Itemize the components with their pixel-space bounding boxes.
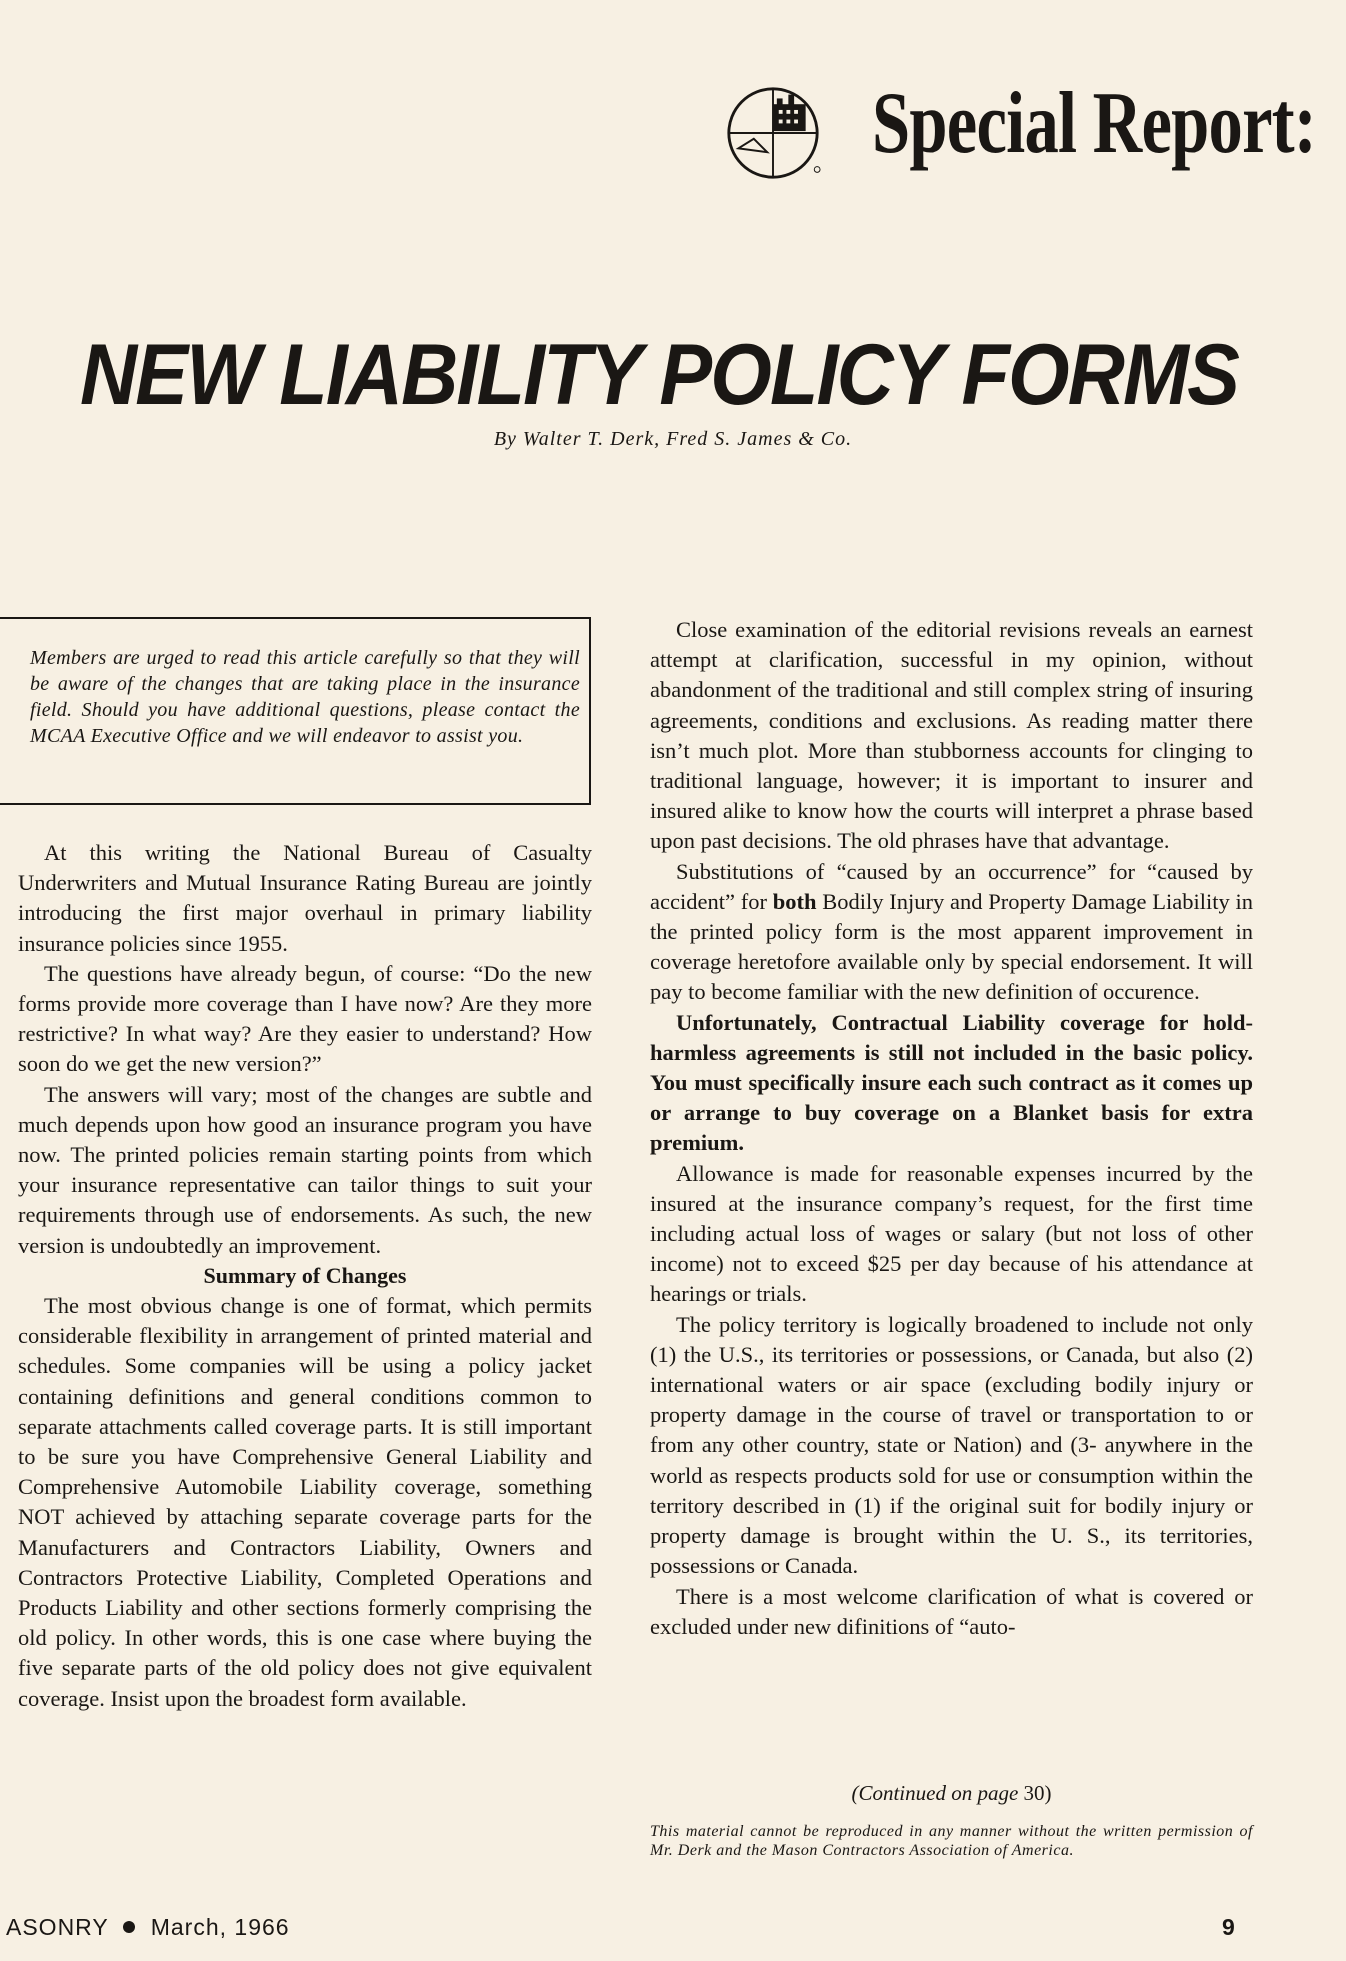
subheading: Summary of Changes	[203, 1262, 407, 1288]
footer	[6, 1914, 290, 1941]
paragraph: Close examination of the editorial revisions reveals an earnest attempt at clarification, successful in my opinion, without abandonment of the traditional and still complex string of insuring agreements, conditions and exclusions. As reading matter there isn’t much plot. More than stubborness accounts for clinging to traditional language, however; it is important to insurer and insured alike to know how the courts will interpret a phrase based upon past decisions. The old phrases have that advantage.	[650, 617, 1253, 854]
paragraph: There is a most welcome clarification of what is covered or excluded under new difinitions of “auto-	[650, 1583, 1253, 1639]
continued-label: (Continued on page	[851, 1781, 1019, 1805]
disclaimer: This material cannot be reproduced in any manner without the written permission of Mr. Derk and the Mason Contractors Association of America.	[650, 1823, 1253, 1859]
issue-date: March, 1966	[150, 1914, 290, 1940]
paragraph: The answers will vary; most of the changes are subtle and much depends upon how good an insurance program you have now. The printed policies remain starting points from which your insurance representative can tailor things to suit your requirements through use of endorsements. As such, the new version is undoubtedly an improvement.	[18, 1081, 592, 1258]
paragraph: The policy territory is logically broadened to include not only (1) the U.S., its territories or possessions, or Canada, but also (2) international waters or air space (excluding bodily injury or property damage in the course of travel or transportation to or from any other country, state or Nation) and (3- anywhere in the world as respects products sold for use or consumption within the territory described in (1) if the original suit for bodily injury or property damage is brought within the U. S., its territories, possessions or Canada.	[650, 1311, 1253, 1579]
mcaa-logo	[725, 85, 821, 181]
paragraph: The questions have already begun, of course: “Do the new forms provide more coverage than I have now? Are they more restrictive? In what way? Are they easier to understand? How soon do we get the new version?”	[18, 960, 592, 1077]
bullet-icon	[123, 1921, 135, 1933]
text-run: Bodily Injury and Property Damage Liability in the printed policy form is the most apparent improvement in coverage heretofore available only by special endorsement. It will pay to become familiar with the new definition of occurence.	[650, 888, 1253, 1005]
bold-paragraph: Unfortunately, Contractual Liability coverage for hold-harmless agreements is still not included in the basic policy. You must specifically insure each such contract as it comes up or arrange to buy coverage on a Blanket basis for extra premium.	[650, 1009, 1253, 1156]
paragraph: At this writing the National Bureau of Casualty Underwriters and Mutual Insurance Rating Bureau are jointly introducing the first major overhaul in primary liability insurance policies since 1955.	[18, 840, 592, 956]
paragraph	[650, 857, 1253, 1008]
continued-page: 30)	[1023, 1781, 1052, 1805]
page-number: 9	[1222, 1914, 1235, 1940]
left-column	[18, 838, 592, 1714]
notice-box	[0, 617, 591, 805]
byline: By Walter T. Derk, Fred S. James & Co.	[493, 428, 853, 450]
article-title: NEW LIABILITY POLICY FORMS	[80, 327, 1239, 423]
right-column	[650, 615, 1253, 1642]
section-title: Special Report:	[872, 75, 1316, 172]
notice-text: Members are urged to read this article carefully so that they will be aware of the changes that are taking place in the insurance field. Should you have additional questions, please contact the MCAA Executive Office and we will endeavor to assist you.	[30, 647, 580, 747]
paragraph: The most obvious change is one of format, which permits considerable flexibility in arrangement of printed material and schedules. Some companies will be using a policy jacket containing definitions and general conditions common to separate attachments called coverage parts. It is still important to be sure you have Comprehensive General Liability and Comprehensive Automobile Liability coverage, something NOT achieved by attaching separate coverage parts for the Manufacturers and Contractors Liability, Owners and Contractors Protective Liability, Completed Operations and Products Liability and other sections formerly comprising the old policy. In other words, this is one case where buying the five separate parts of the old policy does not give equivalent coverage. Insist upon the broadest form available.	[18, 1293, 592, 1711]
continued-note	[650, 1781, 1253, 1806]
magazine-name: ASONRY	[6, 1914, 109, 1940]
text-run: Substitutions of “caused by an occurrence” for “caused by accident” for	[650, 858, 1253, 914]
emphasis: both	[772, 888, 817, 914]
paragraph: Allowance is made for reasonable expenses incurred by the insured at the insurance company’s request, for the first time including actual loss of wages or salary (but not loss of other income) not to exceed $25 per day because of his attendance at hearings or trials.	[650, 1160, 1253, 1307]
